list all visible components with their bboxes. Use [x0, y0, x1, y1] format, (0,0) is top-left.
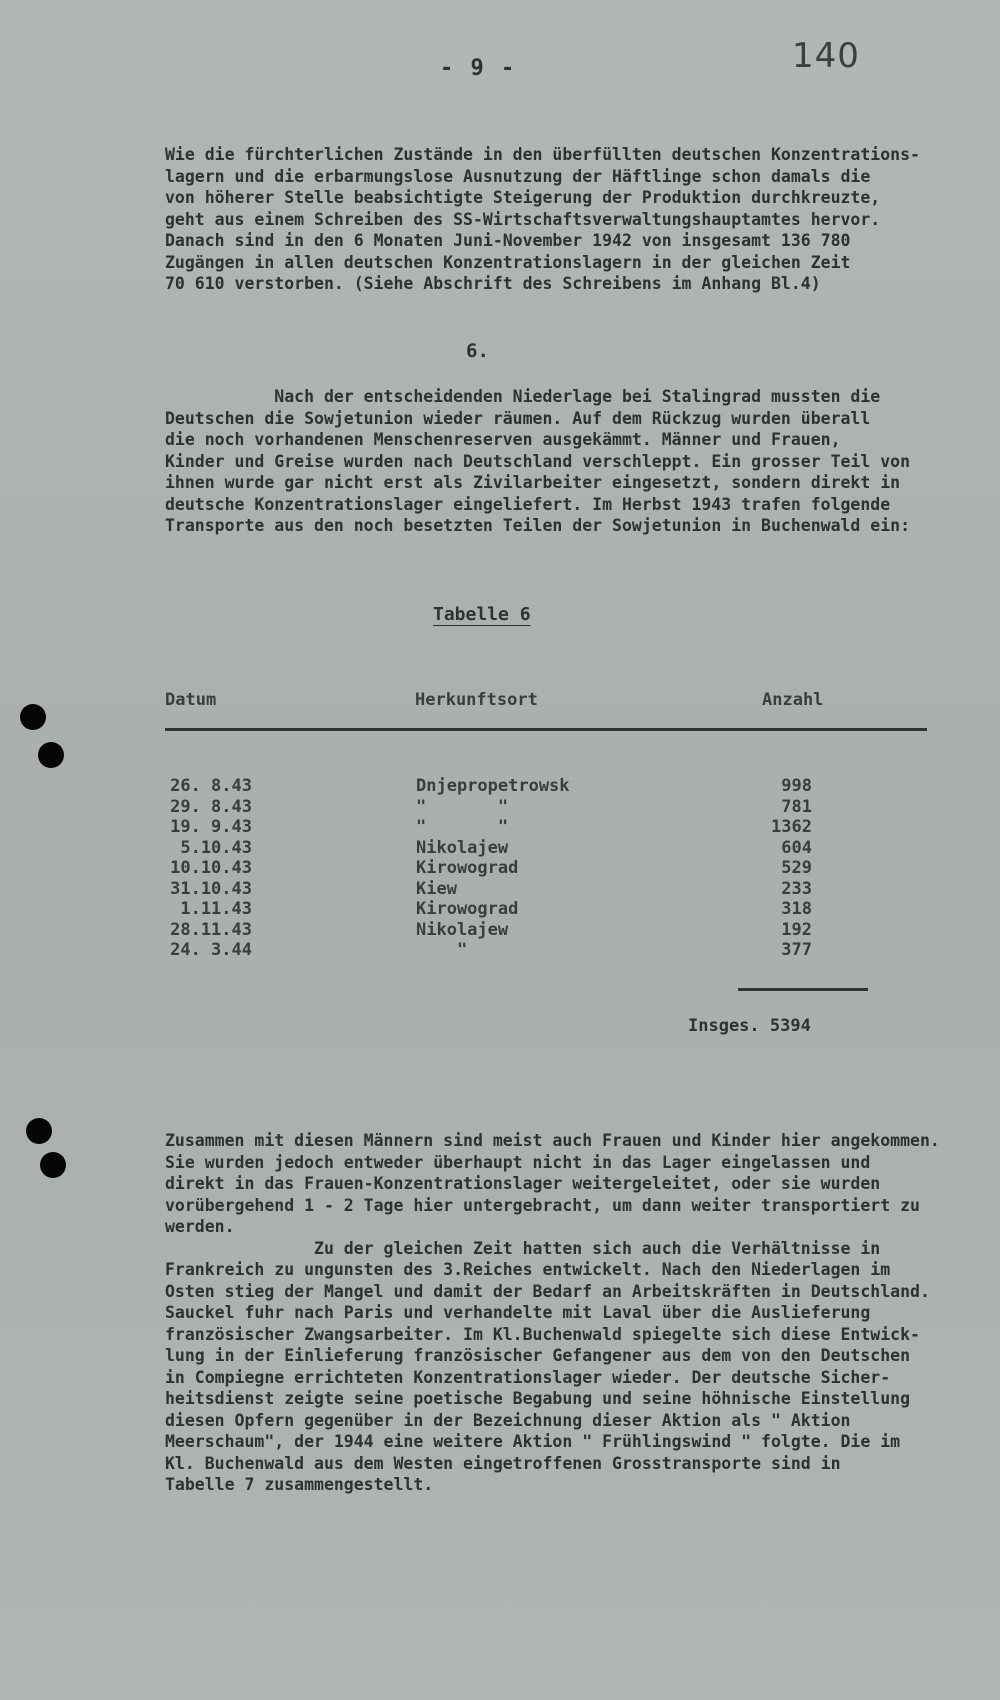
column-header-date: Datum [165, 690, 217, 710]
cell-count: 233 [781, 878, 812, 899]
cell-origin: " [416, 940, 468, 960]
paragraph-1 [165, 144, 955, 295]
cell-date: 5.10.43 [180, 837, 252, 858]
text-line: von höherer Stelle beabsichtigte Steigerung der Produktion durchkreuzte, [165, 188, 881, 207]
text-line: Deutschen die Sowjetunion wieder räumen. Auf dem Rückzug wurden überall [165, 408, 871, 428]
archive-number: 140 [792, 36, 860, 76]
table-row [0, 940, 1000, 961]
text-line: Zugängen in allen deutschen Konzentrationslagern in der gleichen Zeit [165, 252, 851, 272]
paragraph-3 [165, 1130, 955, 1496]
table-row [0, 920, 1000, 941]
punch-hole-mark [20, 704, 46, 730]
text-line: Transporte aus den noch besetzten Teilen der Sowjetunion in Buchenwald ein: [165, 516, 911, 535]
table-row [0, 899, 1000, 920]
text-line: in Compiegne errichteten Konzentrationslager wieder. Der deutsche Sicher- [165, 1367, 891, 1387]
cell-date: 28.11.43 [170, 919, 252, 940]
text-line: Zusammen mit diesen Männern sind meist auch Frauen und Kinder hier angekommen. [165, 1131, 940, 1150]
text-line: die noch vorhandenen Menschenreserven ausgekämmt. Männer und Frauen, [165, 430, 841, 449]
cell-date: 29. 8.43 [170, 796, 252, 817]
cell-count: 318 [781, 899, 812, 919]
text-line: direkt in das Frauen-Konzentrationslager weitergeleitet, oder sie wurden [165, 1174, 881, 1193]
text-line: geht aus einem Schreiben des SS-Wirtschaftsverwaltungshauptamtes hervor. [165, 209, 881, 229]
text-line: 70 610 verstorben. (Siehe Abschrift des Schreibens im Anhang Bl.4) [165, 274, 821, 293]
cell-date: 1.11.43 [180, 899, 252, 919]
text-line: vorübergehend 1 - 2 Tage hier untergebracht, um dann weiter transportiert zu [165, 1195, 920, 1215]
cell-origin: Kirowograd [416, 899, 519, 919]
table-row [0, 838, 1000, 859]
table-row [0, 879, 1000, 900]
text-line: Tabelle 7 zusammengestellt. [165, 1475, 434, 1494]
punch-hole-mark [26, 1118, 52, 1144]
cell-count: 998 [781, 776, 812, 796]
text-line: Nach der entscheidenden Niederlage bei Stalingrad mussten die [165, 387, 881, 406]
table-title: Tabelle 6 [433, 604, 531, 625]
text-line: Kl. Buchenwald aus dem Westen eingetroffenen Grosstransporte sind in [165, 1453, 841, 1473]
column-header-origin: Herkunftsort [415, 690, 538, 710]
text-line: Frankreich zu ungunsten des 3.Reiches entwickelt. Nach den Niederlagen im [165, 1260, 891, 1279]
cell-origin: Kirowograd [416, 858, 519, 878]
cell-date: 31.10.43 [170, 878, 252, 899]
table-body [0, 776, 1000, 961]
cell-origin: Dnjepropetrowsk [416, 776, 570, 796]
text-line: französischer Zwangsarbeiter. Im Kl.Buchenwald spiegelte sich diese Entwick- [165, 1324, 920, 1344]
cell-date: 10.10.43 [170, 858, 252, 878]
text-line: Wie die fürchterlichen Zustände in den überfüllten deutschen Konzentrations- [165, 145, 920, 164]
cell-count: 604 [781, 837, 812, 858]
text-line: Sauckel fuhr nach Paris und verhandelte mit Laval über die Auslieferung [165, 1303, 871, 1322]
paragraph-2 [165, 386, 955, 537]
cell-origin: Kiew [416, 878, 457, 899]
text-line: Osten stieg der Mangel und damit der Bedarf an Arbeitskräften in Deutschland. [165, 1281, 930, 1301]
table-row [0, 858, 1000, 879]
section-number: 6. [466, 340, 489, 362]
column-header-count: Anzahl [762, 690, 824, 710]
cell-date: 24. 3.44 [170, 940, 252, 960]
text-line: werden. [165, 1217, 235, 1236]
punch-hole-mark [40, 1152, 66, 1178]
text-line: heitsdienst zeigte seine poetische Begabung und seine höhnische Einstellung [165, 1389, 911, 1408]
table-row [0, 817, 1000, 838]
text-line: Sie wurden jedoch entweder überhaupt nicht in das Lager eingelassen und [165, 1152, 871, 1172]
table-header-rule [165, 728, 927, 731]
text-line: ihnen wurde gar nicht erst als Zivilarbeiter eingesetzt, sondern direkt in [165, 473, 901, 492]
cell-count: 377 [781, 940, 812, 960]
cell-origin: Nikolajew [416, 837, 509, 858]
cell-count: 781 [781, 796, 812, 817]
cell-date: 19. 9.43 [170, 817, 252, 837]
cell-origin: Nikolajew [416, 919, 509, 940]
cell-date: 26. 8.43 [170, 776, 252, 796]
text-line: Meerschaum", der 1944 eine weitere Aktion " Frühlingswind " folgte. Die im [165, 1432, 901, 1451]
table-total: Insges. 5394 [688, 1016, 811, 1036]
cell-origin: " " [416, 817, 509, 837]
cell-origin: " " [416, 796, 509, 817]
text-line: lagern und die erbarmungslose Ausnutzung der Häftlinge schon damals die [165, 166, 871, 186]
table-row [0, 797, 1000, 818]
table-row [0, 776, 1000, 797]
text-line: diesen Opfern gegenüber in der Bezeichnung dieser Aktion als " Aktion [165, 1410, 851, 1430]
cell-count: 1362 [771, 817, 812, 837]
text-line: lung in der Einlieferung französischer Gefangener aus dem von den Deutschen [165, 1346, 911, 1365]
cell-count: 529 [781, 858, 812, 878]
text-line: Zu der gleichen Zeit hatten sich auch die Verhältnisse in [165, 1238, 881, 1258]
page-number: - 9 - [440, 56, 517, 81]
cell-count: 192 [781, 919, 812, 940]
text-line: deutsche Konzentrationslager eingeliefert. Im Herbst 1943 trafen folgende [165, 494, 891, 514]
total-rule [738, 988, 868, 991]
text-line: Kinder und Greise wurden nach Deutschland verschleppt. Ein grosser Teil von [165, 451, 911, 471]
text-line: Danach sind in den 6 Monaten Juni-November 1942 von insgesamt 136 780 [165, 231, 851, 250]
punch-hole-mark [38, 742, 64, 768]
